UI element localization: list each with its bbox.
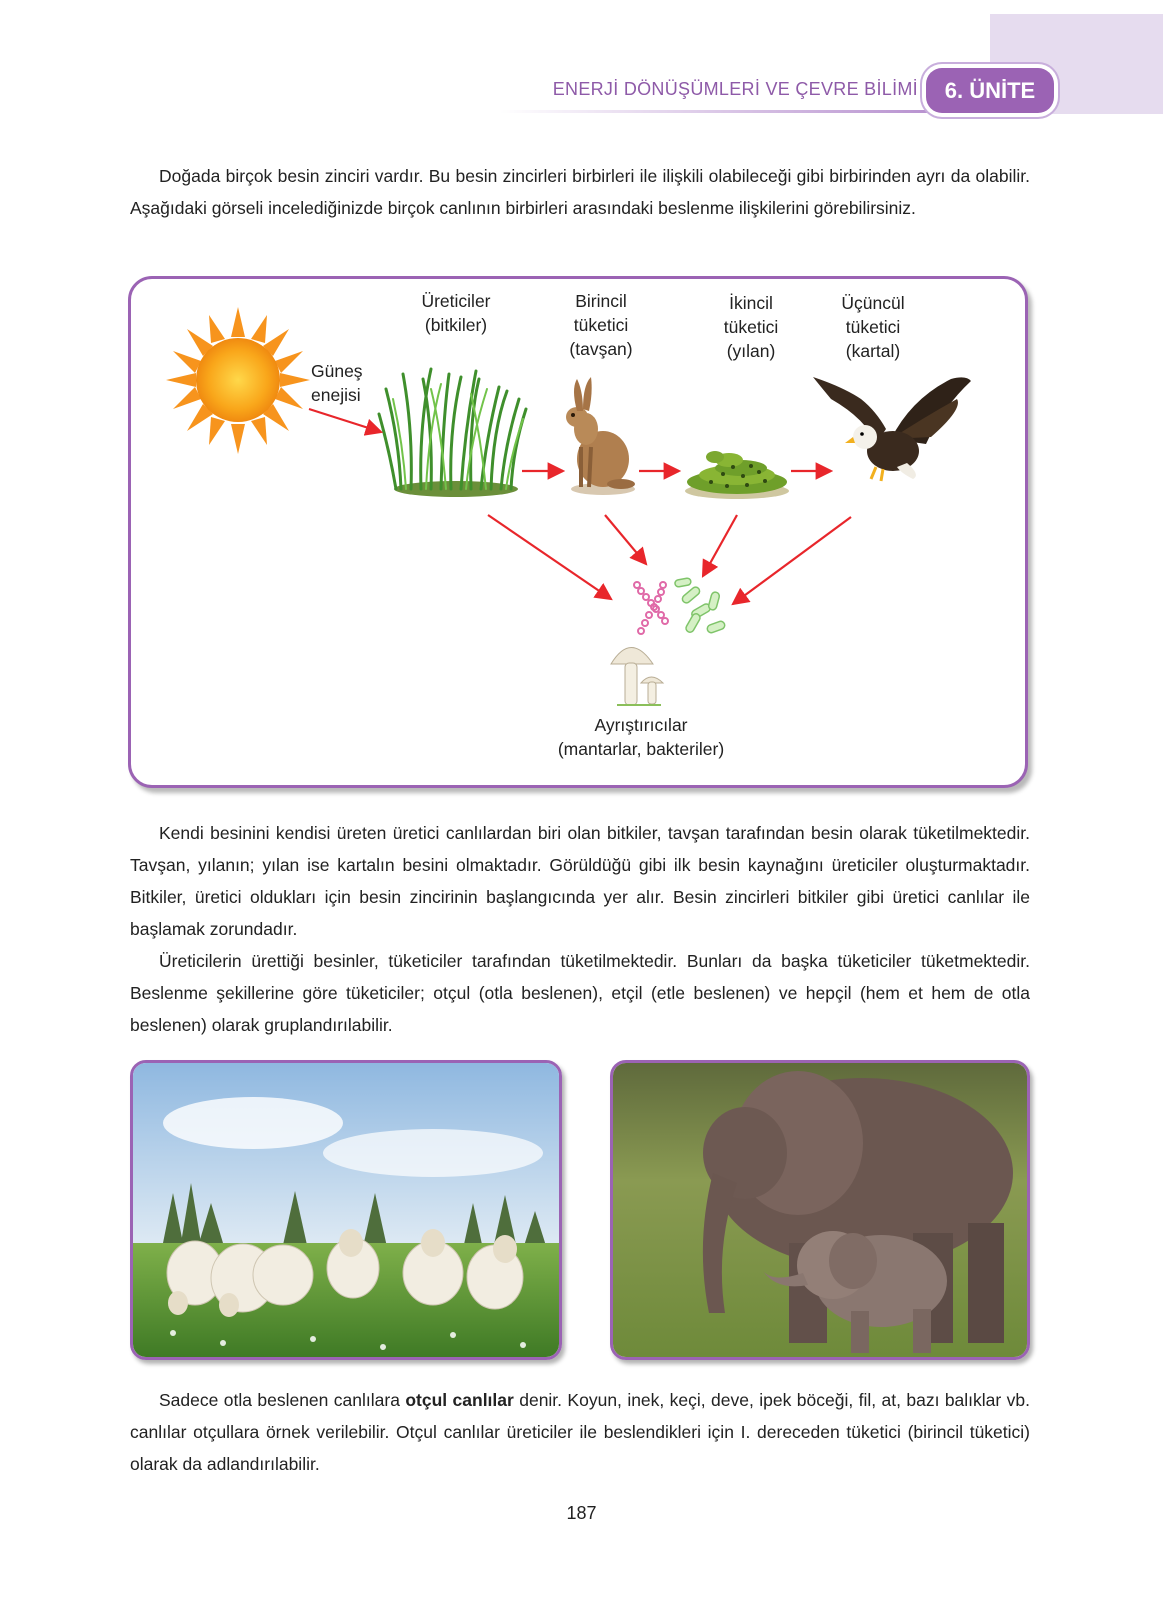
chapter-title: ENERJİ DÖNÜŞÜMLERİ VE ÇEVRE BİLİMİ (552, 79, 918, 99)
intro-paragraph: Doğada birçok besin zinciri vardır. Bu besin zincirleri birbirleri ile ilişkili olabileceği gibi birbirinden ayrı da olabilir. Aşağıdaki görseli incelediğinizde birçok canlının birbirleri arasındaki beslenme ilişkilerini görebilirsiniz. (130, 166, 1030, 218)
sheep-photo (130, 1060, 562, 1360)
decomposers-label: Ayrıştırıcılar (mantarlar, bakteriler) (557, 715, 725, 759)
bacteria-icon (634, 578, 726, 634)
herbivores-term: otçul canlılar (405, 1390, 514, 1410)
rabbit-icon (566, 377, 635, 495)
sun-energy-label: Güneş enejisi (311, 361, 363, 405)
header-divider (500, 110, 955, 113)
eagle-icon (813, 377, 971, 481)
elephants-photo (610, 1060, 1030, 1360)
unit-badge: 6. ÜNİTE (926, 68, 1054, 113)
food-chain-diagram (128, 276, 1028, 788)
snake-icon (685, 451, 789, 499)
grass-icon (379, 369, 526, 497)
herbivores-paragraph-start: Sadece otla beslenen canlılara (159, 1390, 406, 1410)
producers-paragraph: Kendi besinini kendisi üreten üretici canlılardan biri olan bitkiler, tavşan tarafından besin olarak tüketilmektedir. Tavşan, yılanın; yılan ise kartalın besini olmaktadır. Görüldüğü gibi ilk besin kaynağını üreticiler oluşturmaktadır. Bitkiler, üretici oldukları için besin zincirinin başlangıcında yer alır. Besin zincirleri bitkiler gibi üretici canlılar ile başlamak zorundadır. (130, 823, 1030, 939)
consumers-paragraph: Üreticilerin ürettiği besinler, tüketiciler tarafından tüketilmektedir. Bunları da başka tüketiciler tüketmektedir. Beslenme şekillerine göre tüketiciler; otçul (otla beslenen), etçil (etle beslenen) ve hepçil (hem et hem de otla beslenen) olarak gruplandırılabilir. (130, 951, 1030, 1035)
tertiary-consumer-label: Üçüncül tüketici (kartal) (841, 293, 905, 361)
mushroom-icon (611, 648, 663, 706)
page-number: 187 (566, 1503, 597, 1523)
primary-consumer-label: Birincil tüketici (tavşan) (569, 291, 633, 359)
herbivores-paragraph (130, 1384, 1030, 1480)
producers-label: Üreticiler (bitkiler) (421, 291, 491, 335)
secondary-consumer-label: İkincil tüketici (yılan) (723, 293, 779, 361)
herbivores-paragraph-end: denir. Koyun, inek, keçi, deve, ipek böceği, fil, at, bazı balıklar vb. canlılar otçullara örnek verilebilir. Otçul canlılar üreticiler ile beslendikleri için I. dereceden tüketici (birincil tüketici) olarak da adlandırılabilir. (130, 1390, 1030, 1474)
sun-icon (166, 307, 310, 454)
